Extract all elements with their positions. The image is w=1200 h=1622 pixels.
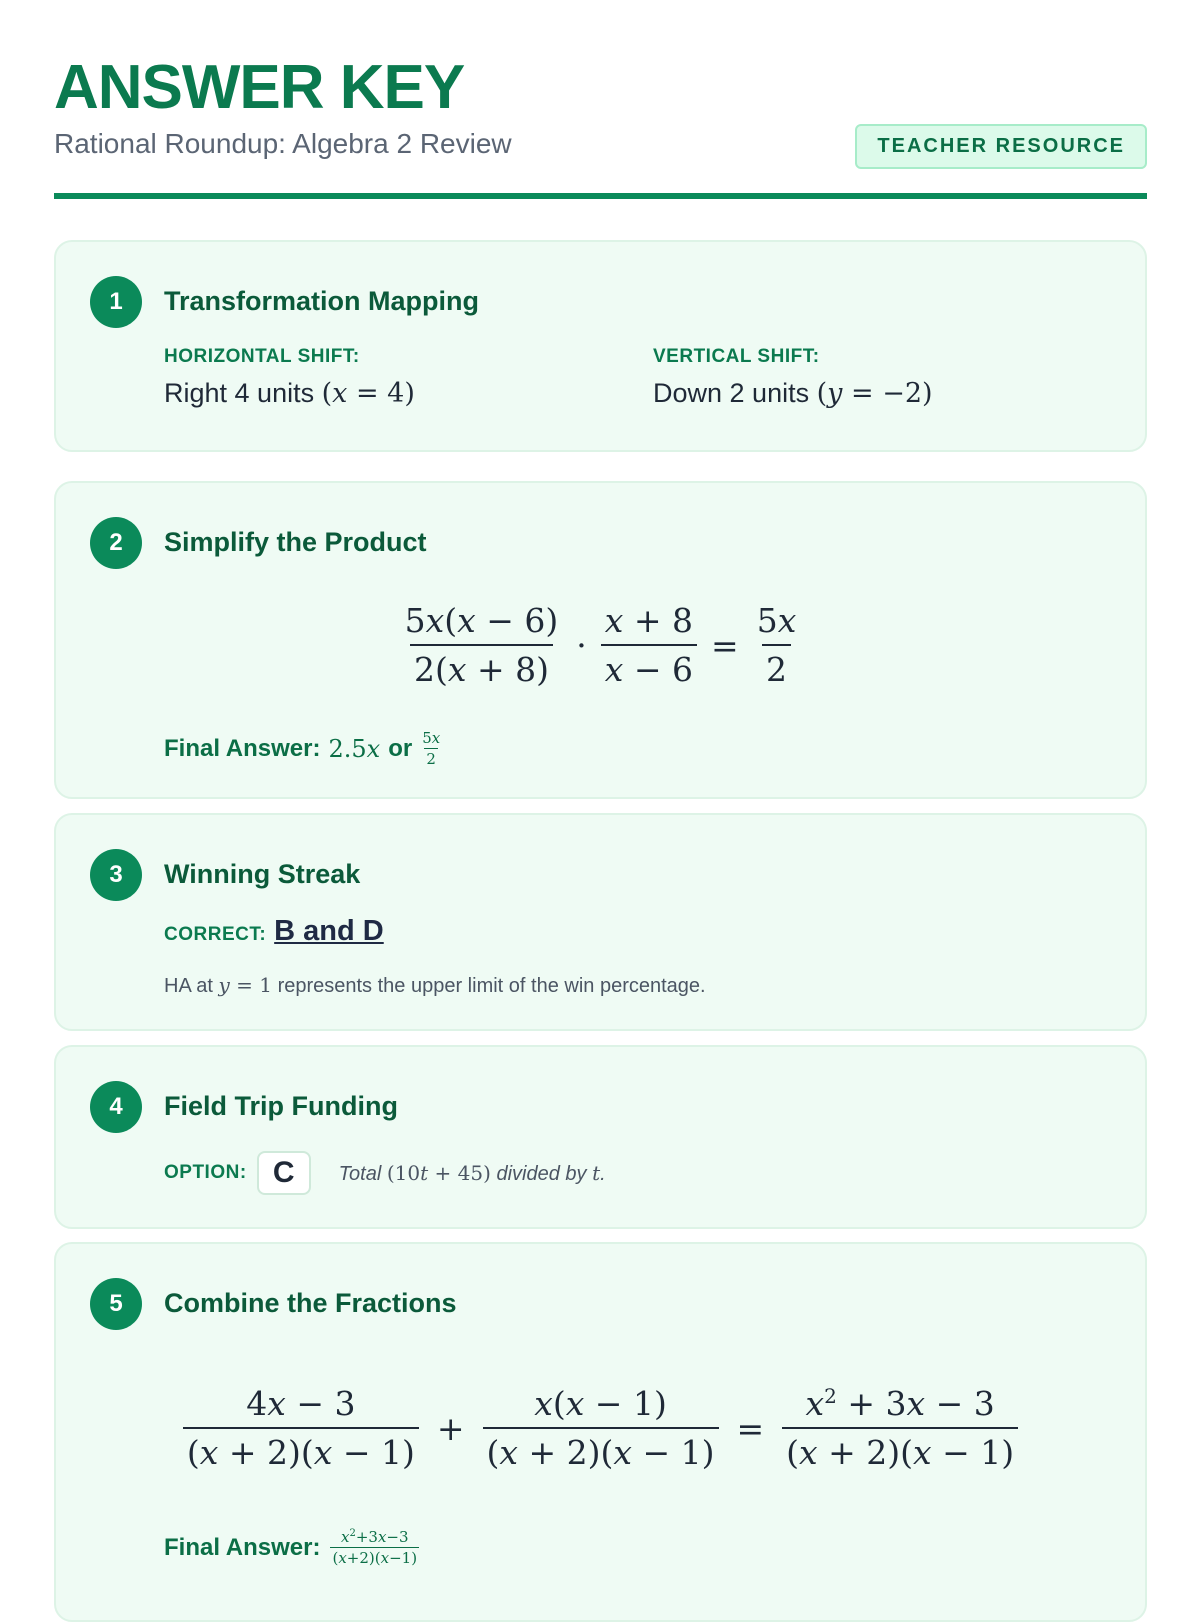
horizontal-shift-equation: (x = 4): [321, 378, 415, 409]
final-answer: [164, 729, 442, 768]
question-number-badge: 4: [90, 1081, 142, 1133]
question-card-5: [54, 1242, 1147, 1622]
question-number-badge: 3: [90, 849, 142, 901]
correct-value: B and D: [274, 915, 384, 947]
note-prefix: HA at: [164, 975, 213, 997]
question-card-4: [54, 1045, 1147, 1229]
vertical-shift-label: VERTICAL SHIFT:: [653, 346, 820, 367]
note-suffix: represents the upper limit of the win percentage.: [277, 975, 706, 997]
note-equation: y = 1: [218, 973, 272, 997]
final-answer-or: or: [388, 734, 413, 762]
question-title: Simplify the Product: [164, 527, 427, 557]
question-number-badge: 2: [90, 517, 142, 569]
page-title: ANSWER KEY: [54, 53, 465, 122]
final-answer-decimal: 2.5x: [328, 734, 381, 763]
question-title: Transformation Mapping: [164, 286, 480, 316]
vertical-shift-equation: (y = −2): [816, 378, 933, 409]
horizontal-shift-label: HORIZONTAL SHIFT:: [164, 346, 360, 367]
question-number-badge: 5: [90, 1278, 142, 1330]
option-note: [339, 1161, 606, 1186]
fraction-1: $\frac{5x(x - 6)}{2(x + 8)}$: [404, 601, 559, 689]
option-note-mid: divided by: [496, 1162, 587, 1185]
final-answer-fraction: $\frac{x^2+3x-3}{(x+2)(x-1)}$: [332, 1528, 418, 1567]
question-title: Combine the Fractions: [164, 1288, 457, 1318]
final-answer-fraction: $\frac{5x}{2}$: [422, 729, 441, 768]
option-value: C: [257, 1151, 311, 1195]
fraction-result: $\frac{x^2 + 3x - 3}{(x + 2)(x - 1)}$: [782, 1384, 1018, 1472]
option-label: OPTION:: [164, 1162, 247, 1183]
option-row: [164, 1151, 606, 1195]
page-header: [54, 50, 1147, 160]
option-note-expression: (10t + 45): [386, 1160, 491, 1185]
question-card-1: [54, 240, 1147, 452]
option-note-variable: t: [592, 1160, 601, 1185]
correct-label: CORRECT:: [164, 924, 267, 945]
question-title: Field Trip Funding: [164, 1091, 398, 1121]
horizontal-shift-value: [164, 378, 415, 409]
vertical-shift-text: Down 2 units: [653, 378, 810, 408]
fraction-2: $\frac{x + 8}{x - 6}$: [601, 601, 697, 689]
correct-answer-row: [164, 915, 384, 948]
sum-equation: $\frac{4x - 3}{(x + 2)(x - 1)}$ + $\frac{x(x - 1)}{(x + 2)(x - 1)}$ = $\frac{x^2 + 3x - 3}{(x + 2)(x - 1)}$: [56, 1384, 1145, 1472]
header-divider: [54, 193, 1147, 199]
final-answer-label: Final Answer:: [164, 1533, 321, 1561]
fraction-1: $\frac{4x - 3}{(x + 2)(x - 1)}$: [183, 1384, 419, 1472]
fraction-2: $\frac{x(x - 1)}{(x + 2)(x - 1)}$: [483, 1384, 719, 1472]
option-note-prefix: Total: [338, 1162, 382, 1185]
option-note-end: .: [600, 1162, 606, 1185]
page-subtitle: Rational Roundup: Algebra 2 Review: [54, 128, 512, 159]
teacher-resource-badge: TEACHER RESOURCE: [855, 124, 1147, 169]
answer-note: [164, 973, 706, 998]
question-card-3: [54, 813, 1147, 1031]
product-equation: $\frac{5x(x - 6)}{2(x + 8)}$ · $\frac{x + 8}{x - 6}$ = $\frac{5x}{2}$: [56, 601, 1145, 689]
question-title: Winning Streak: [164, 859, 361, 889]
horizontal-shift-text: Right 4 units: [164, 378, 315, 408]
fraction-result: $\frac{5x}{2}$: [756, 601, 797, 689]
final-answer: [164, 1528, 419, 1567]
question-number-badge: 1: [90, 276, 142, 328]
vertical-shift-value: [653, 378, 933, 409]
final-answer-label: Final Answer:: [164, 734, 321, 762]
question-card-2: [54, 481, 1147, 799]
